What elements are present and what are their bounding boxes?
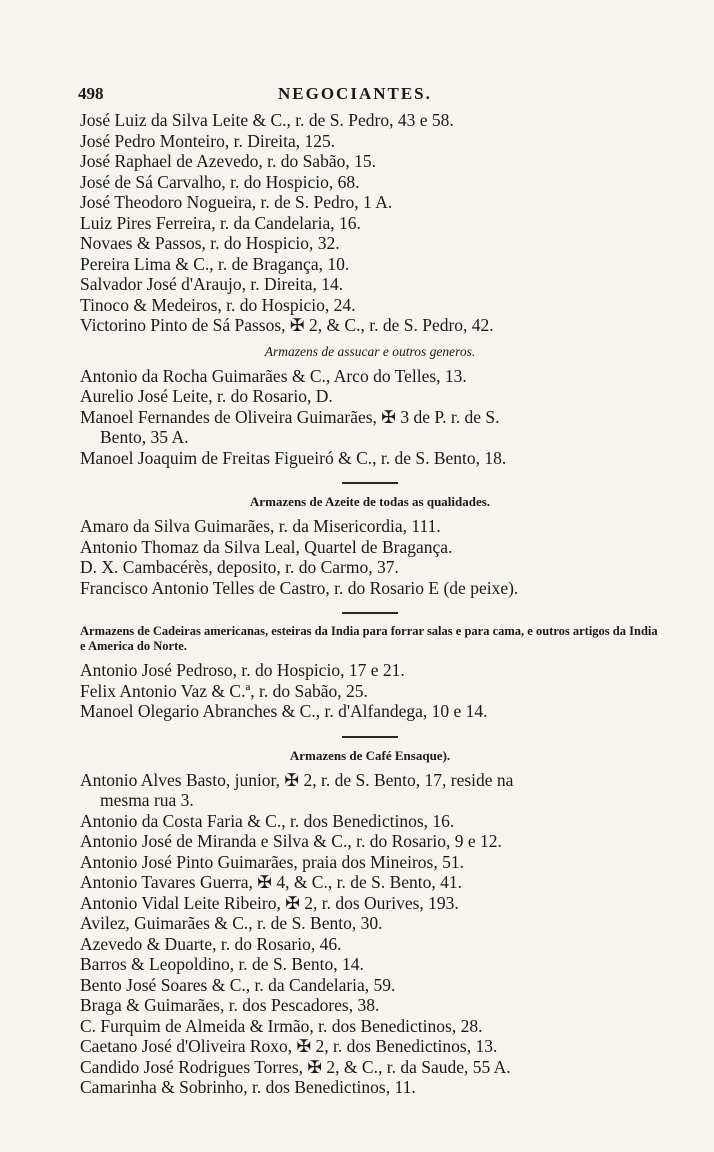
directory-entry: Pereira Lima & C., r. de Bragança, 10. <box>80 253 350 274</box>
directory-entry: Antonio José de Miranda e Silva & C., r. do Rosario, 9 e 12. <box>80 831 502 851</box>
directory-entry-continuation: mesma rua 3. <box>100 790 194 810</box>
directory-entry: Manoel Olegario Abranches & C., r. d'Alfandega, 10 e 14. <box>80 701 488 721</box>
directory-entry: Felix Antonio Vaz & C.ª, r. do Sabão, 25. <box>80 680 368 701</box>
directory-listing <box>80 110 660 1098</box>
section-divider <box>342 612 398 614</box>
section-divider <box>342 482 398 484</box>
directory-entry: Antonio Thomaz da Silva Leal, Quartel de Bragança. <box>80 536 453 557</box>
directory-entry: Antonio José Pedroso, r. do Hospicio, 17 e 21. <box>80 660 405 680</box>
directory-entry: Novaes & Passos, r. do Hospicio, 32. <box>80 233 340 253</box>
page-title: NEGOCIANTES. <box>278 84 432 103</box>
directory-entry: José Theodoro Nogueira, r. de S. Pedro, 1 A. <box>80 192 393 212</box>
directory-entry: Victorino Pinto de Sá Passos, ✠ 2, & C., r. de S. Pedro, 42. <box>80 315 494 335</box>
directory-entry: Antonio da Costa Faria & C., r. dos Benedictinos, 16. <box>80 810 455 831</box>
directory-entry: Antonio Tavares Guerra, ✠ 4, & C., r. de S. Bento, 41. <box>80 872 463 892</box>
directory-entry: D. X. Cambacérès, deposito, r. do Carmo, 37. <box>80 557 399 577</box>
directory-entry: Caetano José d'Oliveira Roxo, ✠ 2, r. dos Benedictinos, 13. <box>80 1036 498 1056</box>
directory-entry: C. Furquim de Almeida & Irmão, r. dos Benedictinos, 28. <box>80 1015 483 1036</box>
directory-entry: Antonio da Rocha Guimarães & C., Arco do Telles, 13. <box>80 365 467 386</box>
page-header <box>78 84 638 108</box>
directory-entry: Francisco Antonio Telles de Castro, r. do Rosario E (de peixe). <box>80 577 519 598</box>
directory-entry: José Pedro Monteiro, r. Direita, 125. <box>80 130 336 151</box>
directory-entry: Amaro da Silva Guimarães, r. da Misericordia, 111. <box>80 516 441 536</box>
directory-entry: Camarinha & Sobrinho, r. dos Benedictinos, 11. <box>80 1077 416 1097</box>
directory-entry: José de Sá Carvalho, r. do Hospicio, 68. <box>80 171 360 192</box>
page-number: 498 <box>78 84 104 103</box>
directory-entry: Avilez, Guimarães & C., r. de S. Bento, 30. <box>80 913 383 933</box>
directory-entry: José Luiz da Silva Leite & C., r. de S. Pedro, 43 e 58. <box>80 110 454 130</box>
section-heading: Armazens de assucar e outros generos. <box>264 343 476 359</box>
directory-entry: Manoel Joaquim de Freitas Figueiró & C., r. de S. Bento, 18. <box>80 447 507 468</box>
section-heading: Armazens de Azeite de todas as qualidades. <box>249 494 491 509</box>
directory-entry-continuation: Bento, 35 A. <box>100 427 189 447</box>
directory-entry: Barros & Leopoldino, r. de S. Bento, 14. <box>80 954 364 974</box>
directory-entry: Aurelio José Leite, r. do Rosario, D. <box>80 386 333 406</box>
section-heading: Armazens de Café Ensaque). <box>289 747 451 763</box>
directory-entry: José Raphael de Azevedo, r. do Sabão, 15. <box>80 151 376 171</box>
directory-entry: Antonio Vidal Leite Ribeiro, ✠ 2, r. dos Ourives, 193. <box>80 892 459 913</box>
directory-entry: Candido José Rodrigues Torres, ✠ 2, & C., r. da Saude, 55 A. <box>80 1056 511 1077</box>
directory-entry: Tinoco & Medeiros, r. do Hospicio, 24. <box>80 294 356 315</box>
directory-entry: Bento José Soares & C., r. da Candelaria, 59. <box>80 974 396 995</box>
directory-entry: Antonio Alves Basto, junior, ✠ 2, r. de S. Bento, 17, reside na <box>80 769 514 790</box>
section-heading: Armazens de Cadeiras americanas, esteiras da India para forrar salas e para cama, e outros artigos da India e America do Norte. <box>80 624 658 653</box>
directory-entry: Manoel Fernandes de Oliveira Guimarães, ✠ 3 de P. r. de S. <box>80 406 500 427</box>
directory-entry: Luiz Pires Ferreira, r. da Candelaria, 16. <box>80 212 361 233</box>
section-divider <box>342 736 398 738</box>
directory-entry: Azevedo & Duarte, r. do Rosario, 46. <box>80 933 342 954</box>
directory-entry: Salvador José d'Araujo, r. Direita, 14. <box>80 274 344 294</box>
directory-entry: Antonio José Pinto Guimarães, praia dos Mineiros, 51. <box>80 851 464 872</box>
directory-entry: Braga & Guimarães, r. dos Pescadores, 38. <box>80 995 380 1015</box>
